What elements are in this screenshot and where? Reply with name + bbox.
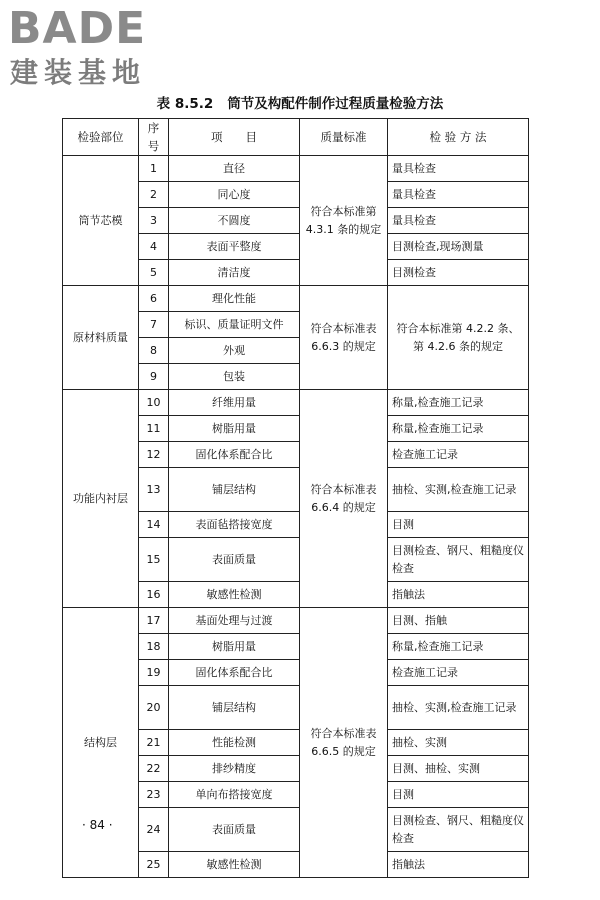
header-method: 检 验 方 法 bbox=[388, 119, 529, 156]
row-number: 20 bbox=[139, 686, 169, 730]
method-cell: 称量,检查施工记录 bbox=[388, 416, 529, 442]
row-number: 8 bbox=[139, 338, 169, 364]
item-cell: 标识、质量证明文件 bbox=[169, 312, 300, 338]
row-number: 22 bbox=[139, 756, 169, 782]
item-cell: 清洁度 bbox=[169, 260, 300, 286]
item-cell: 表面质量 bbox=[169, 808, 300, 852]
item-cell: 树脂用量 bbox=[169, 634, 300, 660]
standard-cell: 符合本标准表 6.6.3 的规定 bbox=[300, 286, 388, 390]
row-number: 15 bbox=[139, 538, 169, 582]
table-header-row bbox=[63, 119, 529, 156]
method-cell: 目测、指触 bbox=[388, 608, 529, 634]
method-cell: 指触法 bbox=[388, 852, 529, 878]
row-number: 16 bbox=[139, 582, 169, 608]
header-no: 序号 bbox=[139, 119, 169, 156]
header-standard: 质量标准 bbox=[300, 119, 388, 156]
method-cell: 抽检、实测,检查施工记录 bbox=[388, 468, 529, 512]
row-number: 17 bbox=[139, 608, 169, 634]
item-cell: 铺层结构 bbox=[169, 468, 300, 512]
row-number: 9 bbox=[139, 364, 169, 390]
item-cell: 铺层结构 bbox=[169, 686, 300, 730]
logo bbox=[8, 4, 178, 94]
standard-cell: 符合本标准表 6.6.4 的规定 bbox=[300, 390, 388, 608]
table-caption bbox=[0, 92, 600, 112]
method-cell: 目测检查、钢尺、粗糙度仪检查 bbox=[388, 538, 529, 582]
item-cell: 敏感性检测 bbox=[169, 852, 300, 878]
table-row bbox=[63, 390, 529, 416]
method-cell: 抽检、实测 bbox=[388, 730, 529, 756]
standard-cell: 符合本标准第 4.3.1 条的规定 bbox=[300, 156, 388, 286]
method-cell: 目测 bbox=[388, 512, 529, 538]
header-part: 检验部位 bbox=[63, 119, 139, 156]
row-number: 21 bbox=[139, 730, 169, 756]
row-number: 1 bbox=[139, 156, 169, 182]
row-number: 23 bbox=[139, 782, 169, 808]
item-cell: 表面平整度 bbox=[169, 234, 300, 260]
row-number: 18 bbox=[139, 634, 169, 660]
part-cell: 筒节芯模 bbox=[63, 156, 139, 286]
item-cell: 表面质量 bbox=[169, 538, 300, 582]
table-number: 表 8.5.2 bbox=[156, 96, 214, 112]
item-cell: 敏感性检测 bbox=[169, 582, 300, 608]
page-number: · 84 · bbox=[82, 818, 113, 832]
row-number: 5 bbox=[139, 260, 169, 286]
row-number: 13 bbox=[139, 468, 169, 512]
table-body bbox=[63, 156, 529, 878]
item-cell: 固化体系配合比 bbox=[169, 660, 300, 686]
item-cell: 排纱精度 bbox=[169, 756, 300, 782]
item-cell: 同心度 bbox=[169, 182, 300, 208]
table-title: 筒节及构配件制作过程质量检验方法 bbox=[227, 96, 444, 112]
table-row bbox=[63, 608, 529, 634]
part-cell: 原材料质量 bbox=[63, 286, 139, 390]
method-cell: 目测检查、钢尺、粗糙度仪检查 bbox=[388, 808, 529, 852]
row-number: 11 bbox=[139, 416, 169, 442]
method-cell: 抽检、实测,检查施工记录 bbox=[388, 686, 529, 730]
row-number: 7 bbox=[139, 312, 169, 338]
item-cell: 外观 bbox=[169, 338, 300, 364]
item-cell: 不圆度 bbox=[169, 208, 300, 234]
row-number: 6 bbox=[139, 286, 169, 312]
row-number: 4 bbox=[139, 234, 169, 260]
method-cell: 目测、抽检、实测 bbox=[388, 756, 529, 782]
method-cell: 量具检查 bbox=[388, 182, 529, 208]
method-cell: 称量,检查施工记录 bbox=[388, 390, 529, 416]
row-number: 14 bbox=[139, 512, 169, 538]
row-number: 19 bbox=[139, 660, 169, 686]
method-cell: 目测检查,现场测量 bbox=[388, 234, 529, 260]
method-cell: 检查施工记录 bbox=[388, 442, 529, 468]
row-number: 10 bbox=[139, 390, 169, 416]
item-cell: 纤维用量 bbox=[169, 390, 300, 416]
item-cell: 直径 bbox=[169, 156, 300, 182]
item-cell: 包装 bbox=[169, 364, 300, 390]
method-cell: 量具检查 bbox=[388, 156, 529, 182]
method-cell: 检查施工记录 bbox=[388, 660, 529, 686]
method-cell: 目测 bbox=[388, 782, 529, 808]
standard-cell: 符合本标准表 6.6.5 的规定 bbox=[300, 608, 388, 878]
logo-subtitle: 建装基地 bbox=[10, 56, 147, 89]
logo-wordmark: BADE bbox=[8, 3, 147, 54]
method-cell: 符合本标准第 4.2.2 条、第 4.2.6 条的规定 bbox=[388, 286, 529, 390]
part-cell: 结构层 bbox=[63, 608, 139, 878]
row-number: 24 bbox=[139, 808, 169, 852]
row-number: 2 bbox=[139, 182, 169, 208]
method-cell: 量具检查 bbox=[388, 208, 529, 234]
item-cell: 基面处理与过渡 bbox=[169, 608, 300, 634]
row-number: 25 bbox=[139, 852, 169, 878]
header-item: 项 目 bbox=[169, 119, 300, 156]
method-cell: 指触法 bbox=[388, 582, 529, 608]
item-cell: 单向布搭接宽度 bbox=[169, 782, 300, 808]
table-row bbox=[63, 156, 529, 182]
method-cell: 目测检查 bbox=[388, 260, 529, 286]
inspection-table bbox=[62, 118, 529, 878]
item-cell: 理化性能 bbox=[169, 286, 300, 312]
item-cell: 表面毡搭接宽度 bbox=[169, 512, 300, 538]
row-number: 12 bbox=[139, 442, 169, 468]
item-cell: 固化体系配合比 bbox=[169, 442, 300, 468]
row-number: 3 bbox=[139, 208, 169, 234]
table-row bbox=[63, 286, 529, 312]
item-cell: 性能检测 bbox=[169, 730, 300, 756]
item-cell: 树脂用量 bbox=[169, 416, 300, 442]
part-cell: 功能内衬层 bbox=[63, 390, 139, 608]
method-cell: 称量,检查施工记录 bbox=[388, 634, 529, 660]
